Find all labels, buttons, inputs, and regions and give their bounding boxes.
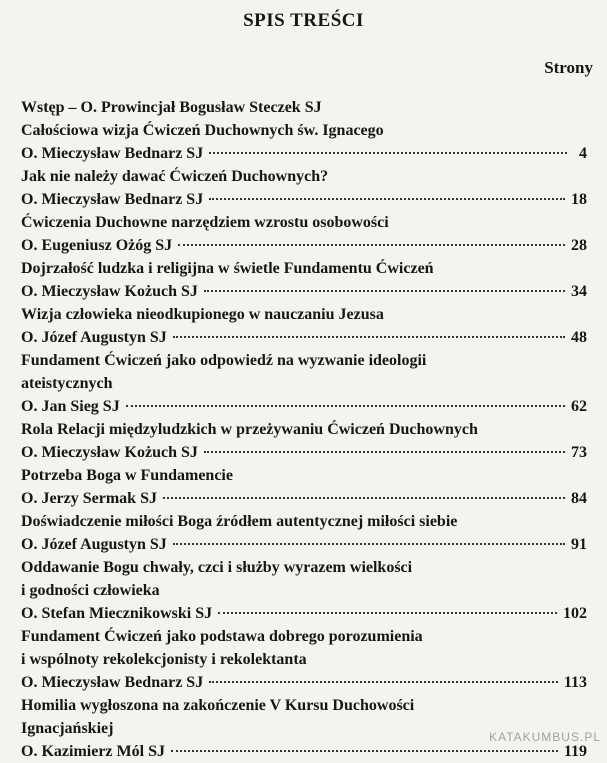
toc-entry-author: O. Kazimierz Mól SJ [21, 743, 165, 760]
toc-entry-author: O. Jan Sieg SJ [21, 398, 120, 415]
toc-entry-page-number: 102 [563, 605, 587, 622]
dot-leader [218, 611, 557, 614]
toc-entry [21, 625, 587, 694]
pages-column-label: Strony [544, 58, 593, 77]
toc-entry-author: O. Mieczysław Kożuch SJ [21, 283, 198, 300]
toc-entry-title: Dojrzałość ludzka i religijna w świetle Fundamentu Ćwiczeń [21, 260, 434, 277]
toc-entry [21, 418, 587, 464]
dot-leader [173, 542, 565, 545]
toc-entry-author: O. Mieczysław Bednarz SJ [21, 674, 204, 691]
toc-entry-title: Całościowa wizja Ćwiczeń Duchownych św. Ignacego [21, 122, 384, 139]
toc-entry [21, 165, 587, 211]
toc-entry-title: Doświadczenie miłości Boga źródłem autentycznej miłości siebie [21, 513, 458, 530]
toc-entry-title: Ignacjańskiej [21, 720, 114, 737]
toc-entry-title: i wspólnoty rekolekcjonisty i rekolektanta [21, 651, 307, 668]
toc-entry-title: Rola Relacji międzyludzkich w przeżywaniu Ćwiczeń Duchownych [21, 421, 478, 438]
dot-leader [204, 450, 565, 453]
toc-entry-author-row [21, 533, 587, 556]
watermark: KATAKUMBUS.PL [489, 730, 601, 744]
toc-entry-author-row [21, 142, 587, 165]
toc-entry-page-number: 4 [579, 145, 587, 162]
toc-entry [21, 119, 587, 165]
toc-entry-page-number: 119 [563, 743, 587, 760]
toc-entry [21, 464, 587, 510]
dot-leader [173, 335, 565, 338]
toc-entry-author: O. Józef Augustyn SJ [21, 536, 167, 553]
toc-entry-author-row [21, 188, 587, 211]
toc-entry-author-row [21, 280, 587, 303]
toc-entry-title: ateistycznych [21, 375, 113, 392]
toc-entry [21, 211, 587, 257]
toc-entry-title: Homilia wygłoszona na zakończenie V Kursu Duchowości [21, 697, 415, 714]
dot-leader [126, 404, 565, 407]
toc-entry-author-row [21, 234, 587, 257]
toc-entry-page-number: 91 [571, 536, 587, 553]
dot-leader [209, 197, 565, 200]
toc-entry-page-number: 62 [571, 398, 587, 415]
toc-entry-title: Potrzeba Boga w Fundamencie [21, 467, 233, 484]
toc-entry-title: i godności człowieka [21, 582, 160, 599]
toc-entry-title: Fundament Ćwiczeń jako podstawa dobrego porozumienia [21, 628, 423, 645]
toc-entry-author: O. Mieczysław Bednarz SJ [21, 145, 204, 162]
toc-entry [21, 510, 587, 556]
dot-leader [209, 680, 558, 683]
toc-entry-author-row [21, 602, 587, 625]
toc-entry-page-number: 48 [571, 329, 587, 346]
toc-entry-author: O. Mieczysław Bednarz SJ [21, 191, 204, 208]
toc-entry [21, 556, 587, 625]
toc-entry-page-number: 18 [571, 191, 587, 208]
toc-entry [21, 694, 587, 763]
toc-entry-author-row [21, 395, 587, 418]
toc-entry-author: O. Eugeniusz Ożóg SJ [21, 237, 173, 254]
page-title: SPIS TREŚCI [243, 10, 364, 31]
toc-entry-page-number: 84 [571, 490, 587, 507]
dot-leader [204, 289, 565, 292]
toc-entry-page-number: 28 [571, 237, 587, 254]
toc-entry [21, 303, 587, 349]
dot-leader [163, 496, 565, 499]
toc-entry [21, 96, 587, 119]
toc-entry-author-row [21, 487, 587, 510]
toc-entry-author: O. Stefan Miecznikowski SJ [21, 605, 213, 622]
toc-entry-title: Fundament Ćwiczeń jako odpowiedź na wyzwanie ideologii [21, 352, 427, 369]
toc-entry-title: Wizja człowieka nieodkupionego w nauczaniu Jezusa [21, 306, 384, 323]
toc-entry-author: O. Józef Augustyn SJ [21, 329, 167, 346]
toc-entry-author: O. Jerzy Sermak SJ [21, 490, 157, 507]
toc-entry [21, 257, 587, 303]
table-of-contents [21, 96, 587, 763]
toc-entry-page-number: 73 [571, 444, 587, 461]
toc-entry-author: O. Mieczysław Kożuch SJ [21, 444, 198, 461]
toc-entry-author-row [21, 326, 587, 349]
toc-entry-page-number: 113 [563, 674, 587, 691]
dot-leader [171, 749, 558, 752]
toc-entry-title: Wstęp – O. Prowincjał Bogusław Steczek SJ [21, 99, 322, 116]
toc-entry-title: Ćwiczenia Duchowne narzędziem wzrostu osobowości [21, 214, 389, 231]
toc-entry-title: Jak nie należy dawać Ćwiczeń Duchownych? [21, 168, 329, 185]
dot-leader [178, 243, 565, 246]
toc-entry-page-number: 34 [571, 283, 587, 300]
toc-entry [21, 349, 587, 418]
dot-leader [209, 151, 567, 154]
toc-entry-author-row [21, 671, 587, 694]
toc-entry-title: Oddawanie Bogu chwały, czci i służby wyrazem wielkości [21, 559, 413, 576]
toc-entry-author-row [21, 441, 587, 464]
